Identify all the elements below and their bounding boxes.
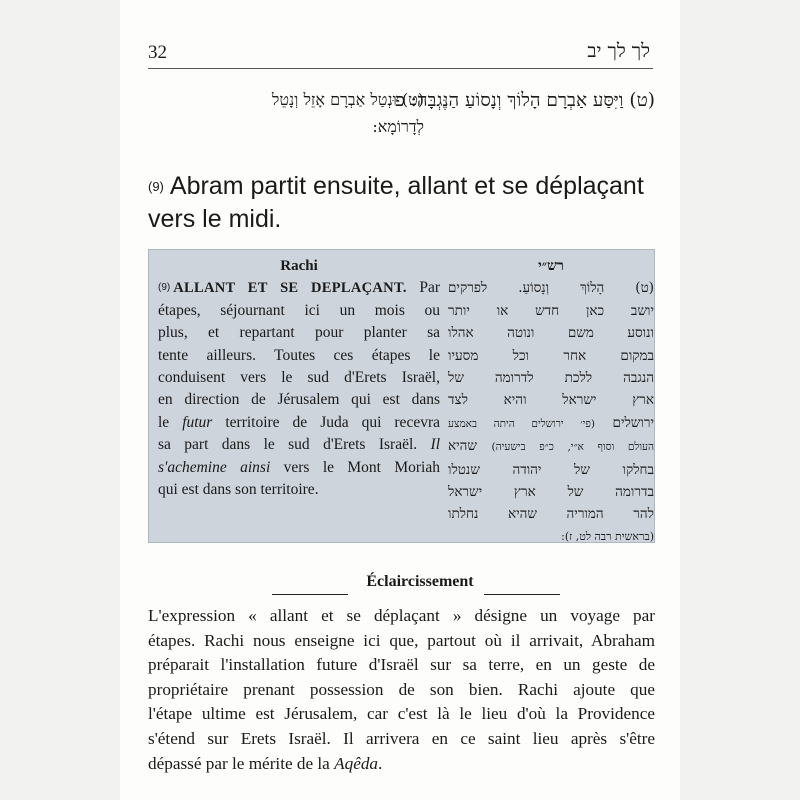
commentary-italic: s'achemine ainsi (158, 458, 271, 476)
title-rule-right (484, 594, 560, 595)
title-rule-left (272, 594, 348, 595)
commentary-line: plus, et repartant pour planter sa (158, 324, 440, 342)
commentary-lemma: ALLANT ET SE DEPLAÇANT. (173, 280, 407, 297)
hebrew-text: שהיא (448, 438, 477, 455)
commentary-number: (9) (158, 282, 171, 294)
aramaic-translation-line: (ט) וּנְטַל אַבְרָם אָזֵל וְנָטֵל (271, 90, 424, 109)
hebrew-note: העולם וסוף א״י, כ״פ בישעיה) (491, 441, 654, 454)
explanation-text: dépassé par le mérite de la (148, 753, 330, 773)
hebrew-commentary-line: (ט) הָלוֹךְ וְנָסוֹעַ. לפרקים (448, 280, 654, 297)
rachi-commentary-french (158, 255, 440, 501)
hebrew-verse: (ט) וַיִּסַּע אַבְרָם הָלוֹךְ וְנָסוֹעַ הַנֶּגְבָּה: פ (395, 90, 655, 111)
commentary-line (158, 412, 440, 434)
commentary-italic: futur (182, 413, 213, 431)
commentary-line: étapes, séjournant ici un mois ou (158, 301, 440, 319)
hebrew-commentary-line: במקום אחר וכל מסעיו (448, 347, 654, 364)
page-number: 32 (148, 42, 167, 63)
verse-number: (9) (148, 179, 164, 194)
section-title: Éclaircissement (366, 573, 474, 590)
explanation-line: l'étape ultime est Jérusalem, car c'est là le lieu d'où la Providence (148, 704, 655, 724)
explanation-line: L'expression « allant et se déplaçant » désigne un voyage par (148, 606, 655, 625)
hebrew-commentary-line: בדרומה של ארץ ישראל (448, 484, 654, 501)
rashi-heading: רש״י (538, 258, 564, 274)
commentary-line: en direction de Jérusalem qui est dans (158, 391, 440, 409)
header-rule (148, 68, 653, 69)
hebrew-commentary-line (448, 412, 654, 435)
verse-line: Abram partit ensuite, allant et se déplaçant (169, 172, 644, 200)
hebrew-commentary-line: בחלקו של יהודה שנטלו (448, 461, 654, 478)
verse-line: vers le midi. (148, 205, 282, 233)
rashi-commentary-hebrew (448, 255, 654, 548)
commentary-italic: Il (430, 436, 441, 454)
commentary-line: qui est dans son territoire. (158, 481, 319, 499)
explanation-paragraph (148, 604, 655, 776)
explanation-italic: Aqêda (334, 753, 379, 773)
commentary-text: vers le Mont Moriah (283, 458, 440, 476)
hebrew-commentary-line: להר המוריה שהיא נחלתו (448, 506, 654, 523)
commentary-line (158, 434, 440, 456)
hebrew-commentary-line (448, 435, 654, 458)
hebrew-note: (פי׳ ירושלים היתה באמצע (448, 417, 595, 430)
running-head: לך לך יב (587, 40, 650, 62)
aramaic-translation-line: לְדָרוֹמָא: (372, 117, 424, 136)
explanation-line: propriétaire prenant possession de son bien. Rachi ajoute que (148, 679, 655, 699)
explanation-line: s'étend sur Erets Israël. Il arrivera en ce saint lieu après s'être (148, 728, 655, 748)
commentary-text: le (158, 413, 170, 431)
hebrew-commentary-line: ונוסע משם ונוטה אהלו (448, 325, 654, 342)
explanation-text: . (378, 753, 383, 773)
hebrew-commentary-line: יושב כאן חדש או יותר (448, 302, 654, 319)
commentary-line (158, 277, 440, 299)
explanation-line: étapes. Rachi nous enseigne ici que, partout où il arrivait, Abraham (148, 630, 655, 650)
hebrew-commentary-line: ארץ ישראל והיא לצד (448, 392, 654, 409)
commentary-line (158, 457, 440, 479)
explanation-line: préparait l'installation future d'Israël sur sa terre, en un geste de (148, 655, 655, 675)
commentary-line: tente ailleurs. Toutes ces étapes le (158, 346, 440, 364)
rachi-heading: Rachi (280, 258, 318, 274)
hebrew-commentary-line: הנגבה ללכת לדרומה של (448, 370, 654, 387)
commentary-text: sa part dans le sud d'Erets Israël. (158, 436, 418, 454)
hebrew-text: ירושלים (612, 414, 654, 431)
commentary-text: Par (419, 279, 440, 297)
commentary-line: conduisent vers le sud d'Erets Israël, (158, 369, 440, 387)
hebrew-commentary-source: (בראשית רבה לט, ז): (561, 529, 654, 543)
commentary-text: territoire de Juda qui recevra (225, 413, 440, 431)
explanation-line (148, 752, 655, 777)
french-verse-translation (148, 170, 658, 236)
